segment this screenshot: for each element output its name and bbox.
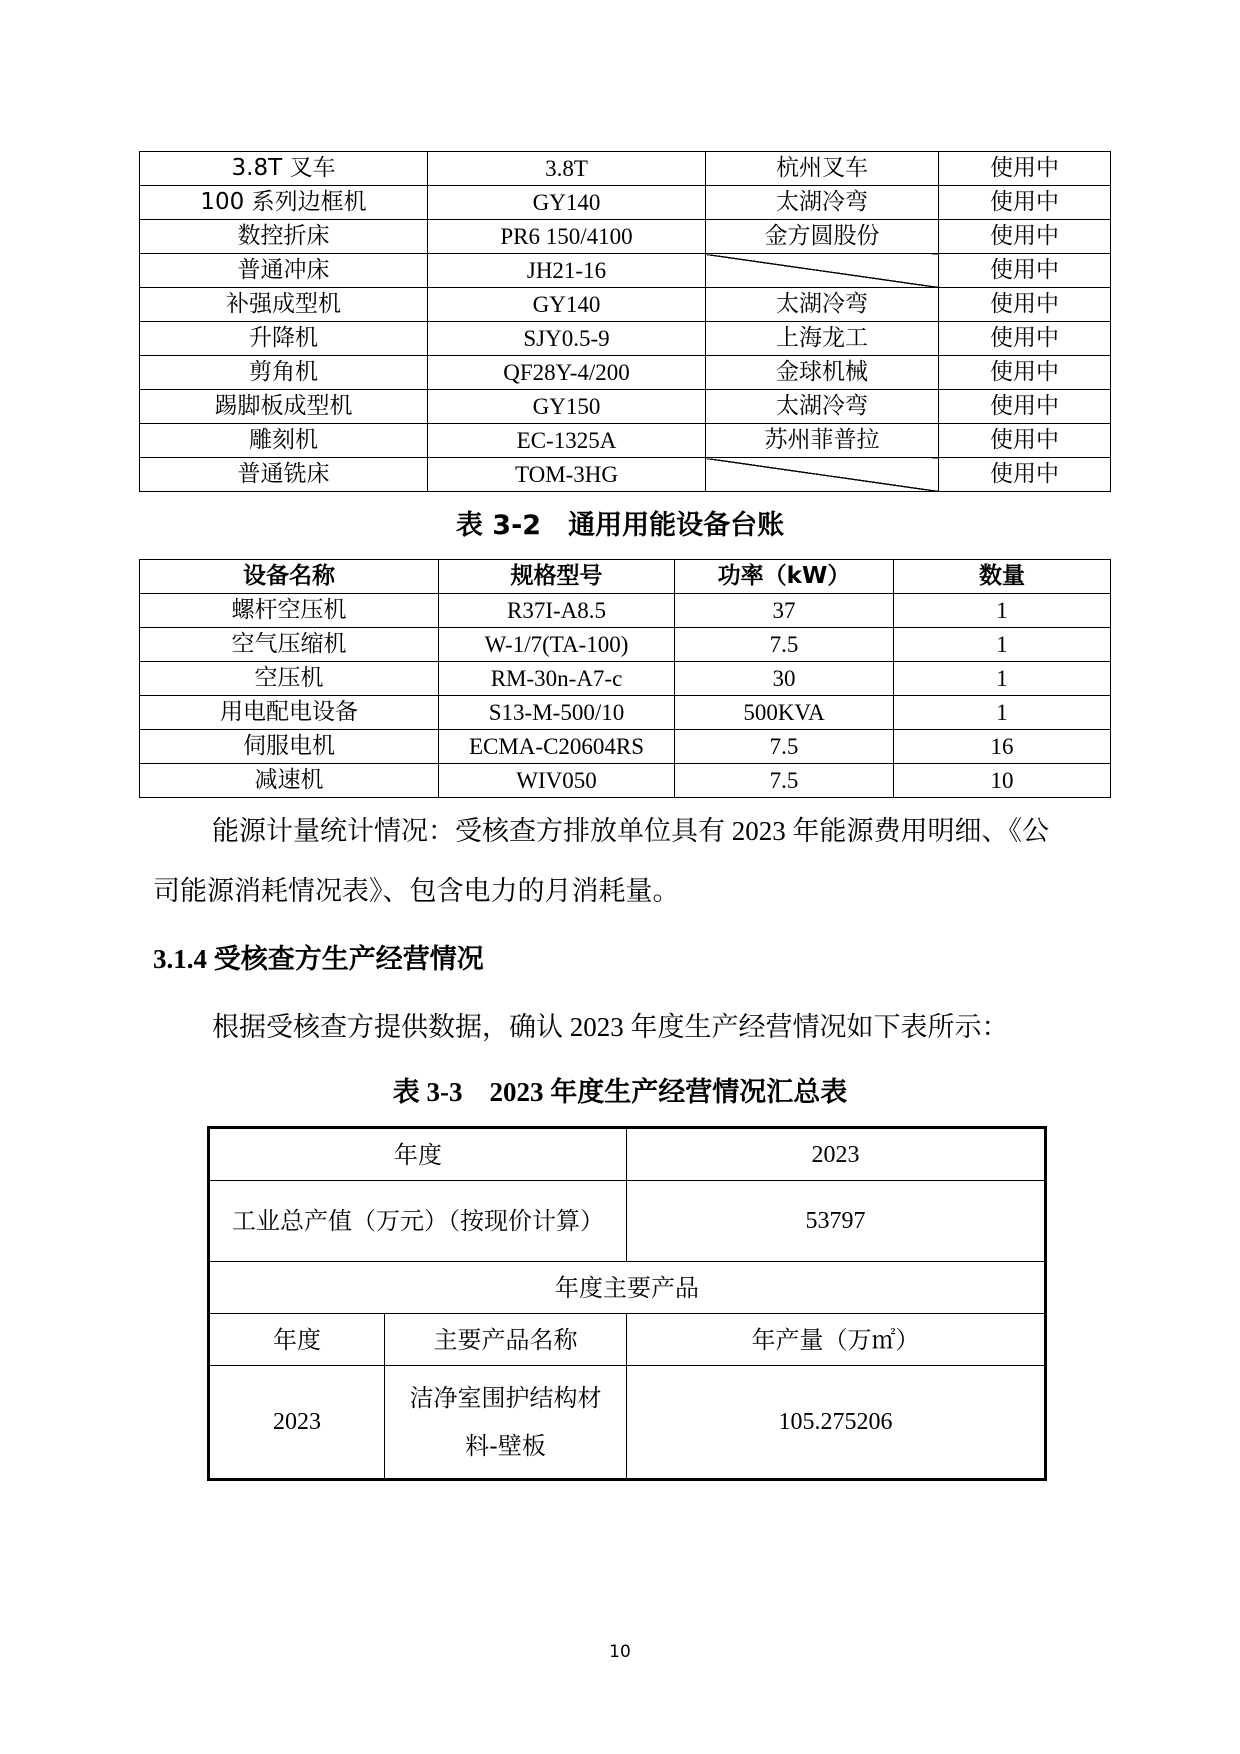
production-summary-table xyxy=(207,1126,1047,1481)
table2-caption: 表 3-2 通用用能设备台账 xyxy=(455,510,785,541)
equipment-maker: 太湖冷弯 xyxy=(706,186,939,220)
equipment-name: 100 系列边框机 xyxy=(140,186,428,220)
equipment-maker: 金方圆股份 xyxy=(706,220,939,254)
equipment-model: 3.8T xyxy=(428,152,706,186)
table-cell: 1 xyxy=(894,628,1111,662)
equipment-model: TOM-3HG xyxy=(428,458,706,492)
equipment-status: 使用中 xyxy=(939,152,1111,186)
table-cell: 空压机 xyxy=(140,662,439,696)
equipment-model: EC-1325A xyxy=(428,424,706,458)
product-name xyxy=(385,1366,627,1480)
table-cell: 10 xyxy=(894,764,1111,798)
table-cell: WIV050 xyxy=(439,764,675,798)
table-cell: 伺服电机 xyxy=(140,730,439,764)
column-header: 数量 xyxy=(894,560,1111,594)
section-heading: 3.1.4 受核查方生产经营情况 xyxy=(153,944,484,974)
equipment-model: PR6 150/4100 xyxy=(428,220,706,254)
table-cell: 螺杆空压机 xyxy=(140,594,439,628)
table-cell: 7.5 xyxy=(675,628,894,662)
equipment-status: 使用中 xyxy=(939,254,1111,288)
equipment-maker: 太湖冷弯 xyxy=(706,288,939,322)
table-cell: 用电配电设备 xyxy=(140,696,439,730)
table-cell: 1 xyxy=(894,696,1111,730)
equipment-status: 使用中 xyxy=(939,288,1111,322)
equipment-maker: 上海龙工 xyxy=(706,322,939,356)
table-cell: 37 xyxy=(675,594,894,628)
energy-paragraph-line1: 能源计量统计情况：受核查方排放单位具有 2023 年能源费用明细、《公 xyxy=(212,816,1049,846)
col-quantity-header: 年产量（万㎡） xyxy=(627,1314,1046,1366)
equipment-name: 3.8T 叉车 xyxy=(140,152,428,186)
table-row xyxy=(140,220,1111,254)
equipment-model: GY150 xyxy=(428,390,706,424)
energy-paragraph-line2: 司能源消耗情况表》、包含电力的月消耗量。 xyxy=(153,876,680,906)
column-header: 功率（kW） xyxy=(675,560,894,594)
equipment-model: QF28Y-4/200 xyxy=(428,356,706,390)
output-value: 53797 xyxy=(627,1181,1046,1262)
equipment-status: 使用中 xyxy=(939,186,1111,220)
table-cell: 减速机 xyxy=(140,764,439,798)
intro-paragraph: 根据受核查方提供数据，确认 2023 年度生产经营情况如下表所示： xyxy=(212,1012,1009,1042)
equipment-maker xyxy=(706,254,939,288)
page-number: 10 xyxy=(609,1642,631,1662)
product-year: 2023 xyxy=(209,1366,385,1480)
col-product-header: 主要产品名称 xyxy=(385,1314,627,1366)
output-label: 工业总产值（万元）（按现价计算） xyxy=(209,1181,627,1262)
year-label: 年度 xyxy=(209,1128,627,1181)
product-name-line2: 料-壁板 xyxy=(465,1432,546,1460)
table-row xyxy=(140,254,1111,288)
table-cell: 1 xyxy=(894,662,1111,696)
equipment-model: SJY0.5-9 xyxy=(428,322,706,356)
table-cell: RM-30n-A7-c xyxy=(439,662,675,696)
table-cell: R37I-A8.5 xyxy=(439,594,675,628)
table-row xyxy=(140,390,1111,424)
table-cell: 16 xyxy=(894,730,1111,764)
table-row xyxy=(140,764,1111,798)
equipment-name: 普通冲床 xyxy=(140,254,428,288)
table-row xyxy=(140,696,1111,730)
equipment-model: JH21-16 xyxy=(428,254,706,288)
table-row xyxy=(140,152,1111,186)
equipment-status: 使用中 xyxy=(939,322,1111,356)
table-cell: 空气压缩机 xyxy=(140,628,439,662)
product-quantity: 105.275206 xyxy=(627,1366,1046,1480)
table3-caption: 表 3-3 2023 年度生产经营情况汇总表 xyxy=(392,1077,848,1107)
table-row xyxy=(140,322,1111,356)
table-row xyxy=(140,424,1111,458)
table-cell: 1 xyxy=(894,594,1111,628)
equipment-model: GY140 xyxy=(428,186,706,220)
table-cell: 30 xyxy=(675,662,894,696)
table-row xyxy=(140,730,1111,764)
table-cell: W-1/7(TA-100) xyxy=(439,628,675,662)
equipment-name: 雕刻机 xyxy=(140,424,428,458)
equipment-status: 使用中 xyxy=(939,458,1111,492)
energy-equipment-table xyxy=(139,559,1111,798)
equipment-status: 使用中 xyxy=(939,424,1111,458)
table-cell: 500KVA xyxy=(675,696,894,730)
equipment-name: 数控折床 xyxy=(140,220,428,254)
equipment-maker: 太湖冷弯 xyxy=(706,390,939,424)
equipment-status: 使用中 xyxy=(939,356,1111,390)
year-value: 2023 xyxy=(627,1128,1046,1181)
table-cell: S13-M-500/10 xyxy=(439,696,675,730)
equipment-name: 踢脚板成型机 xyxy=(140,390,428,424)
table-row xyxy=(140,288,1111,322)
equipment-name: 普通铣床 xyxy=(140,458,428,492)
table-header-row xyxy=(140,560,1111,594)
equipment-maker: 金球机械 xyxy=(706,356,939,390)
table-row xyxy=(140,356,1111,390)
table-row xyxy=(140,628,1111,662)
products-title: 年度主要产品 xyxy=(209,1262,1046,1314)
equipment-maker: 杭州叉车 xyxy=(706,152,939,186)
equipment-model: GY140 xyxy=(428,288,706,322)
equipment-status: 使用中 xyxy=(939,220,1111,254)
table-cell: ECMA-C20604RS xyxy=(439,730,675,764)
equipment-name: 升降机 xyxy=(140,322,428,356)
product-name-line1: 洁净室围护结构材 xyxy=(409,1384,602,1412)
equipment-maker: 苏州菲普拉 xyxy=(706,424,939,458)
table-cell: 7.5 xyxy=(675,730,894,764)
equipment-table xyxy=(139,151,1111,492)
col-year-header: 年度 xyxy=(209,1314,385,1366)
equipment-status: 使用中 xyxy=(939,390,1111,424)
column-header: 设备名称 xyxy=(140,560,439,594)
table-cell: 7.5 xyxy=(675,764,894,798)
table-row xyxy=(140,662,1111,696)
table-row xyxy=(140,594,1111,628)
column-header: 规格型号 xyxy=(439,560,675,594)
equipment-name: 剪角机 xyxy=(140,356,428,390)
equipment-name: 补强成型机 xyxy=(140,288,428,322)
equipment-maker xyxy=(706,458,939,492)
table-row xyxy=(140,186,1111,220)
table-row xyxy=(140,458,1111,492)
